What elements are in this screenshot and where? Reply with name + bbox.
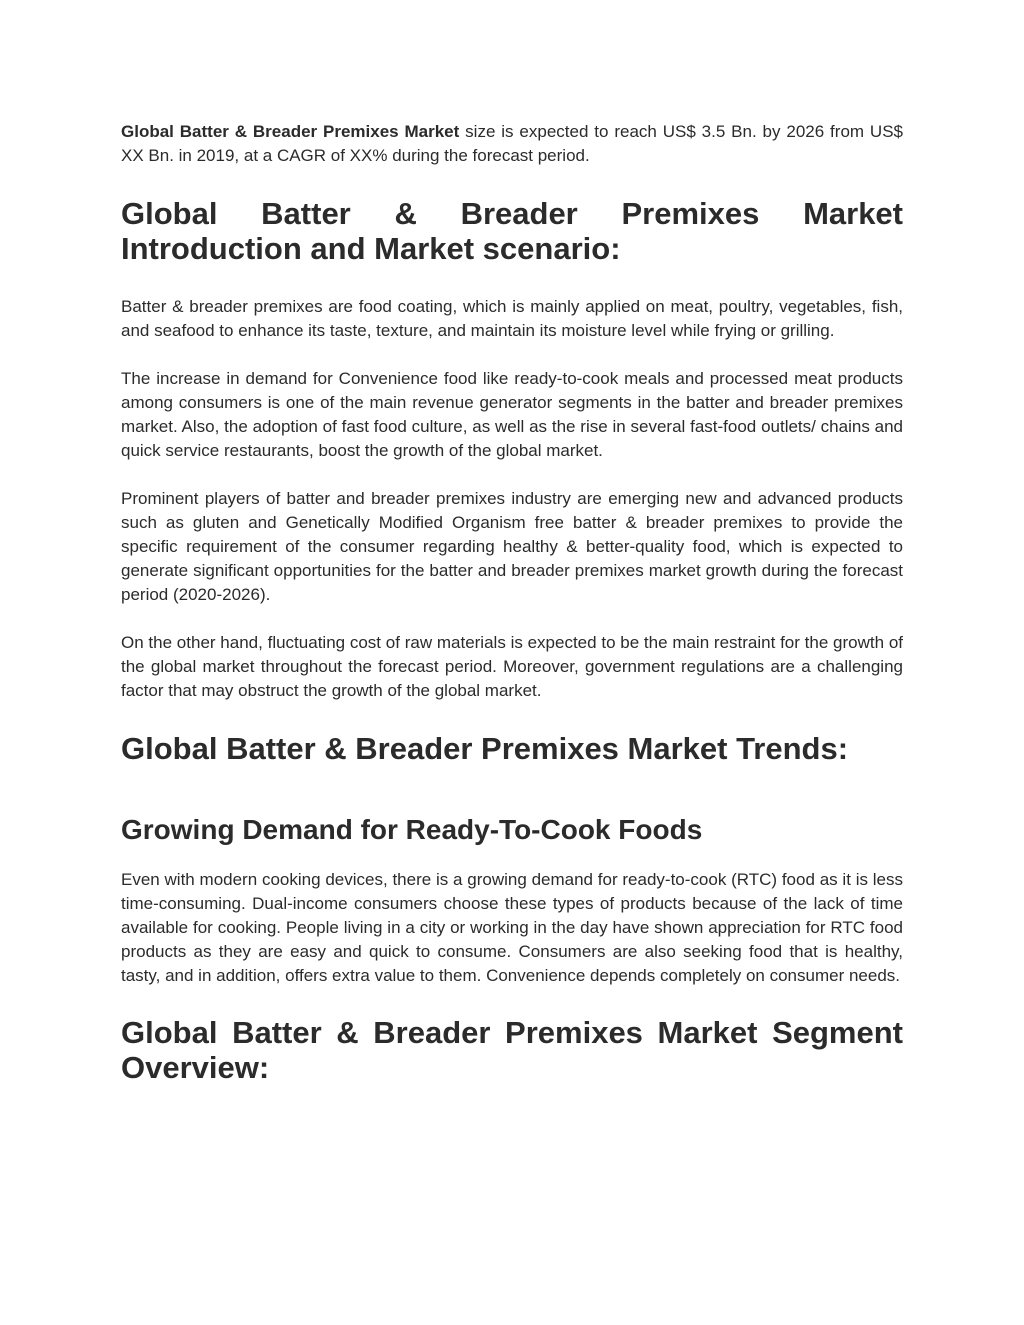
- intro-paragraph-4: On the other hand, fluctuating cost of raw materials is expected to be the main restraint for the growth of the global market throughout the forecast period. Moreover, government regulations are a challenging factor that may obstruct the growth of the global market.: [121, 633, 903, 700]
- intro-text: size is expected to reach US$ 3.5 Bn. by 2026 from US$ XX Bn. in 2019, at a CAGR of XX% during the forecast period.: [121, 122, 903, 165]
- heading-segment-overview: Global Batter & Breader Premixes Market Segment Overview:: [121, 1015, 903, 1085]
- intro-paragraph: [121, 120, 903, 168]
- intro-paragraph-1: Batter & breader premixes are food coating, which is mainly applied on meat, poultry, vegetables, fish, and seafood to enhance its taste, texture, and maintain its moisture level while frying or grilling.: [121, 297, 903, 340]
- intro-bold-lead: Global Batter & Breader Premixes Market: [121, 122, 460, 141]
- trends-paragraph-1: Even with modern cooking devices, there is a growing demand for ready-to-cook (RTC) food as it is less time-consuming. Dual-income consumers choose these types of products because of the lack of time available for cooking. People living in a city or working in the day have shown appreciation for RTC food products as they are easy and quick to consume. Consumers are also seeking food that is healthy, tasty, and in addition, offers extra value to them. Convenience depends completely on consumer needs.: [121, 870, 903, 985]
- intro-paragraph-2: The increase in demand for Convenience food like ready-to-cook meals and processed meat products among consumers is one of the main revenue generator segments in the batter and breader premixes market. Also, the adoption of fast food culture, as well as the rise in several fast-food outlets/ chains and quick service restaurants, boost the growth of the global market.: [121, 369, 903, 460]
- intro-paragraph-3: Prominent players of batter and breader premixes industry are emerging new and advanced products such as gluten and Genetically Modified Organism free batter & breader premixes to provide the specific requirement of the consumer regarding healthy & better-quality food, which is expected to generate significant opportunities for the batter and breader premixes market growth during the forecast period (2020-2026).: [121, 489, 903, 604]
- heading-trends: Global Batter & Breader Premixes Market Trends:: [121, 731, 849, 766]
- subheading-ready-to-cook: Growing Demand for Ready-To-Cook Foods: [121, 814, 703, 845]
- document-page: [121, 120, 903, 1085]
- heading-introduction: Global Batter & Breader Premixes Market Introduction and Market scenario:: [121, 196, 903, 266]
